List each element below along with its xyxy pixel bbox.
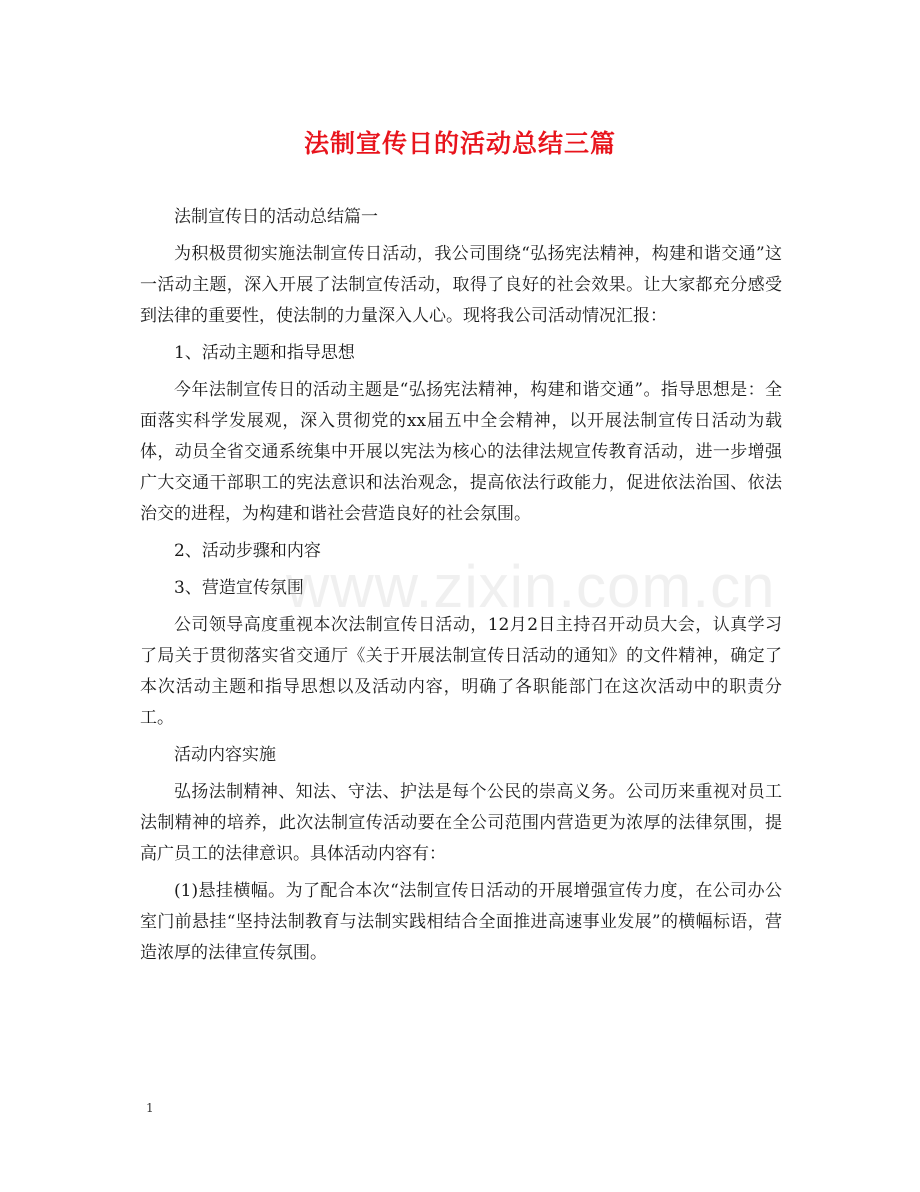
section-heading: 活动内容实施 xyxy=(174,745,276,765)
body-paragraph: 今年法制宣传日的活动主题是“弘扬宪法精神，构建和谐交通”。指导思想是：全面落实科学发展观，深入贯彻党的xx届五中全会精神，以开展法制宣传日活动为载体，动员全省交通系统集中开展以宪法为核心的法律法规宣传教育活动，进一步增强广大交通干部职工的宪法意识和法治观念，提高依法行政能力，促进依法治国、依法治交的进程，为构建和谐社会营造良好的社会氛围。 xyxy=(140,380,782,524)
section-heading: 3、营造宣传氛围 xyxy=(174,578,304,598)
body-paragraph: 公司领导高度重视本次法制宣传日活动，12月2日主持召开动员大会，认真学习了局关于贯彻落实省交通厅《关于开展法制宣传日活动的通知》的文件精神，确定了本次活动主题和指导思想以及活动内容，明确了各职能部门在这次活动中的职责分工。 xyxy=(140,615,782,728)
body-paragraph: 为积极贯彻实施法制宣传日活动，我公司围绕“弘扬宪法精神，构建和谐交通”这一活动主题，深入开展了法制宣传活动，取得了良好的社会效果。让大家都充分感受到法律的重要性，使法制的力量深入人心。现将我公司活动情况汇报： xyxy=(140,244,782,326)
body-paragraph: 弘扬法制精神、知法、守法、护法是每个公民的崇高义务。公司历来重视对员工法制精神的培养，此次法制宣传活动要在全公司范围内营造更为浓厚的法律氛围，提高广员工的法律意识。具体活动内容有： xyxy=(140,782,782,864)
body-paragraph: (1)悬挂横幅。为了配合本次“法制宣传日活动的开展增强宣传力度，在公司办公室门前悬挂“坚持法制教育与法制实践相结合全面推进高速事业发展”的横幅标语，营造浓厚的法律宣传氛围。 xyxy=(140,881,782,963)
document-body xyxy=(140,202,782,975)
section-heading: 2、活动步骤和内容 xyxy=(174,541,321,561)
section-heading: 1、活动主题和指导思想 xyxy=(174,343,355,363)
section-heading: 法制宣传日的活动总结篇一 xyxy=(174,207,378,227)
page-number: 1 xyxy=(146,1101,154,1115)
document-title: 法制宣传日的活动总结三篇 xyxy=(303,129,616,158)
watermark: www.zixin.com.cn xyxy=(286,553,776,620)
